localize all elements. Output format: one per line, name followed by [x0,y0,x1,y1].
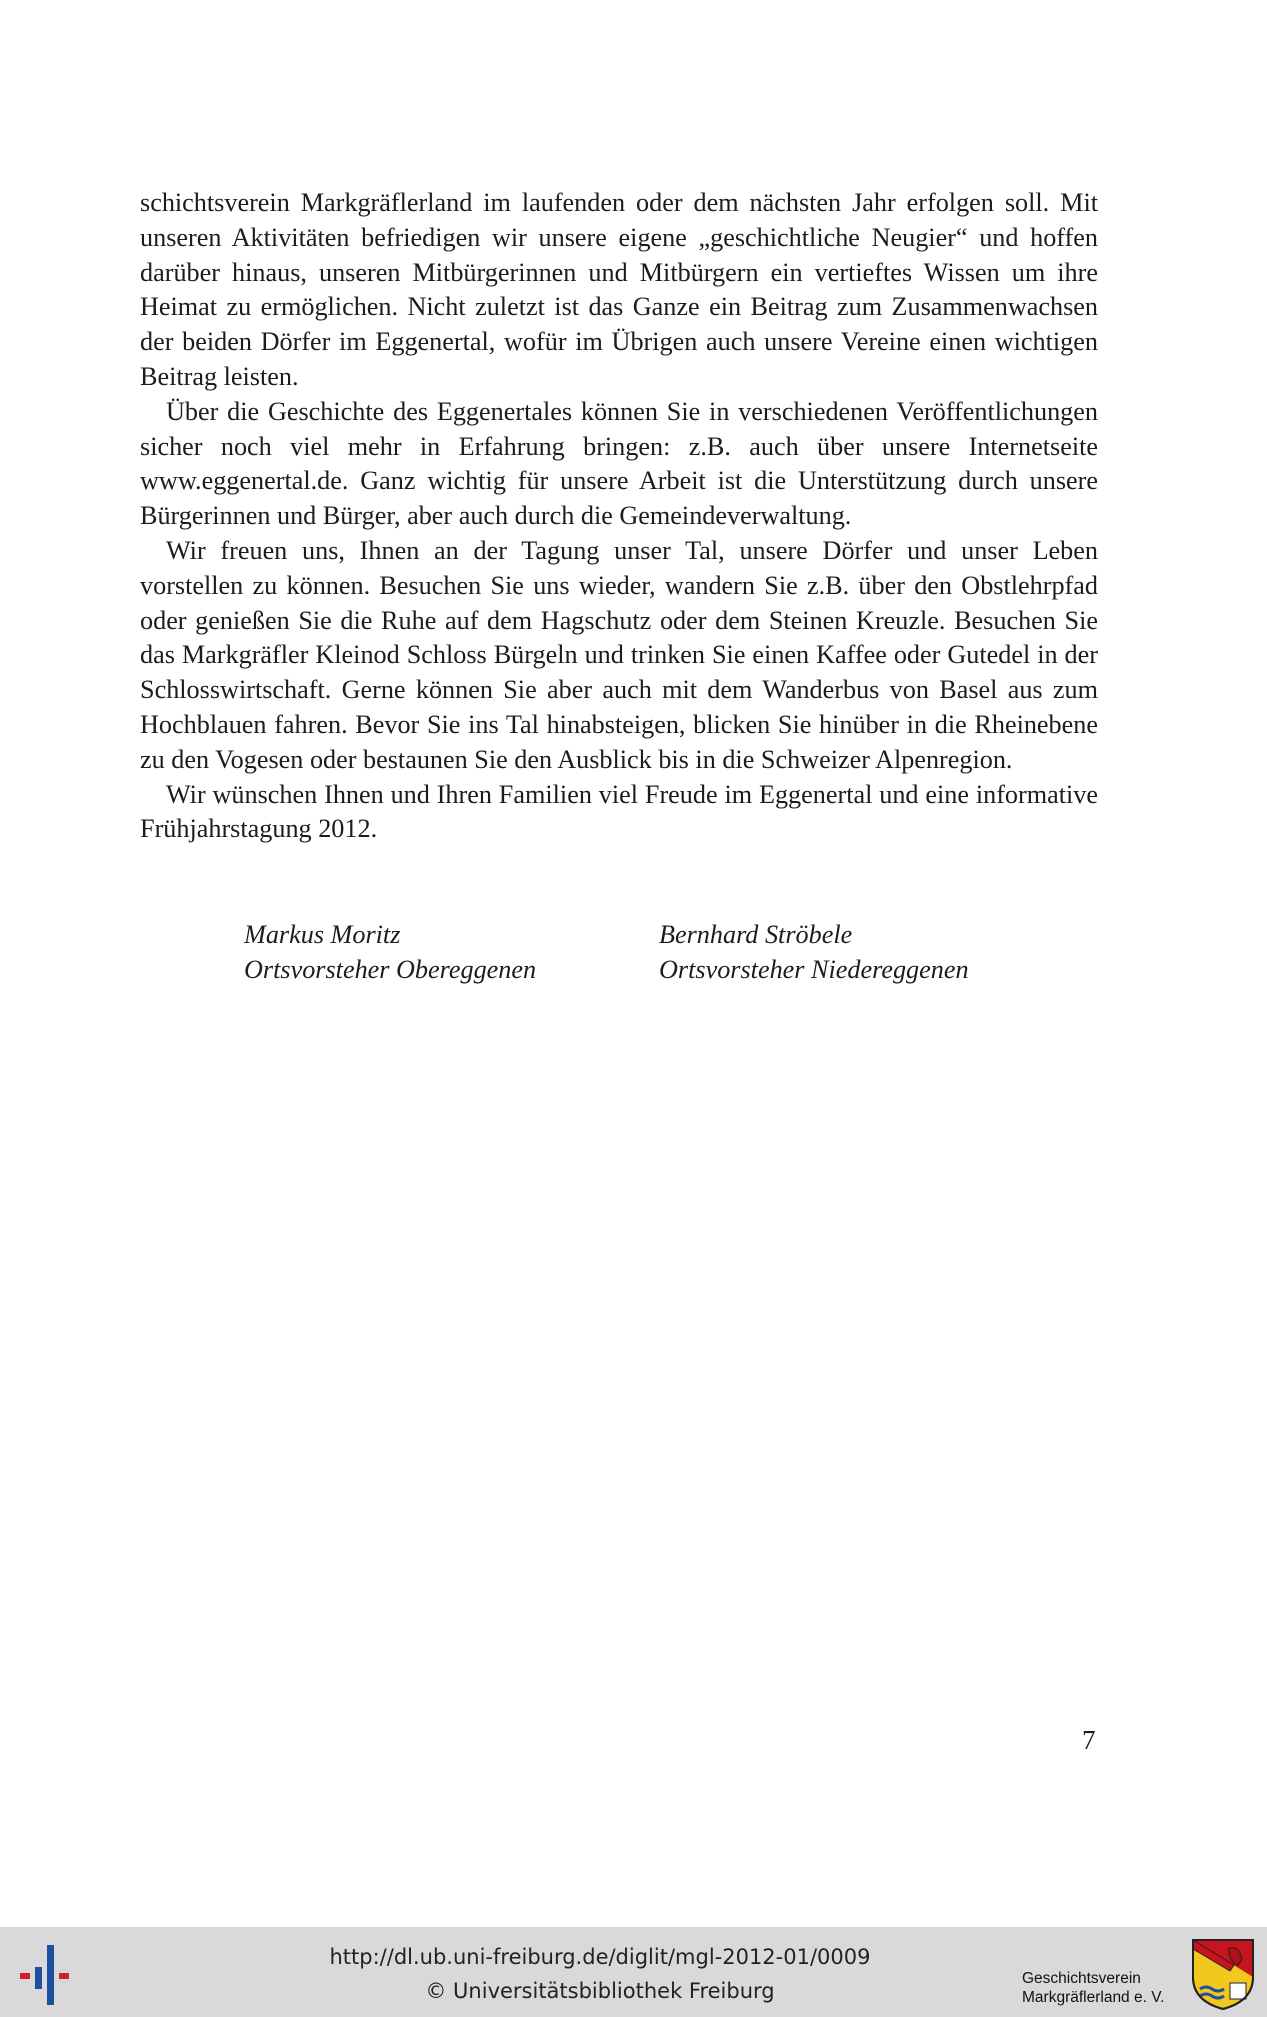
signatory-title: Ortsvorsteher Niedereggenen [659,955,969,984]
coat-of-arms-icon [1190,1937,1256,2011]
body-paragraph: Wir freuen uns, Ihnen an der Tagung unser Tal, unsere Dörfer und unser Leben vorstellen zu können. Besuchen Sie uns wieder, wandern Sie z.B. über den Obstlehrpfad oder genießen Sie die Ruhe auf dem Hagschutz oder dem Steinen Kreuzle. Besuchen Sie das Markgräfler Kleinod Schloss Bürgeln und trinken Sie einen Kaffee oder Gutedel in der Schlosswirtschaft. Gerne können Sie aber auch mit dem Wanderbus von Basel aus zum Hochblauen fahren. Bevor Sie ins Tal hinabsteigen, blicken Sie hinüber in die Rheinebene zu den Vogesen oder bestaunen Sie den Ausblick bis in die Schweizer Alpenregion. [140,535,1098,774]
ub-freiburg-logo-icon[interactable] [18,1945,78,2005]
permalink-url[interactable]: http://dl.ub.uni-freiburg.de/diglit/mgl-2012-01/0009 [329,1945,871,1969]
signature-left [244,917,536,987]
signatory-name: Bernhard Ströbele [659,920,853,949]
society-name [1022,1969,1164,2007]
body-paragraph: schichtsverein Markgräflerland im laufenden oder dem nächsten Jahr erfolgen soll. Mit unseren Aktivitäten befriedigen wir unsere eigene „geschichtliche Neugier“ und hoffen darüber hinaus, unseren Mitbürgerinnen und Mitbürgern ein vertieftes Wissen um ihre Heimat zu ermöglichen. Nicht zuletzt ist das Ganze ein Beitrag zum Zusammenwachsen der beiden Dörfer im Eggenertal, wofür im Übrigen auch unsere Vereine einen wichtigen Beitrag leisten. [140,188,1098,391]
society-name-line: Markgräflerland e. V. [1022,1989,1165,2006]
body-paragraph: Über die Geschichte des Eggenertales können Sie in verschiedenen Veröffentlichungen sicher noch viel mehr in Erfahrung bringen: z.B. auch über unsere Internetseite www.eggenertal.de. Ganz wichtig für unsere Arbeit ist die Unterstützung durch unsere Bürgerinnen und Bürger, aber auch durch die Gemeindeverwaltung. [140,396,1098,531]
page-number: 7 [1082,1725,1096,1755]
signature-right [659,917,969,987]
letter-body [140,186,1098,847]
society-name-line: Geschichtsverein [1022,1970,1141,1987]
body-paragraph: Wir wünschen Ihnen und Ihren Familien viel Freude im Eggenertal und eine informative Frühjahrstagung 2012. [140,779,1098,844]
copyright-notice: © Universitätsbibliothek Freiburg [425,1979,775,2003]
signatory-title: Ortsvorsteher Obereggenen [244,955,537,984]
signatory-name: Markus Moritz [244,920,401,949]
footer-bar [0,1927,1267,2017]
